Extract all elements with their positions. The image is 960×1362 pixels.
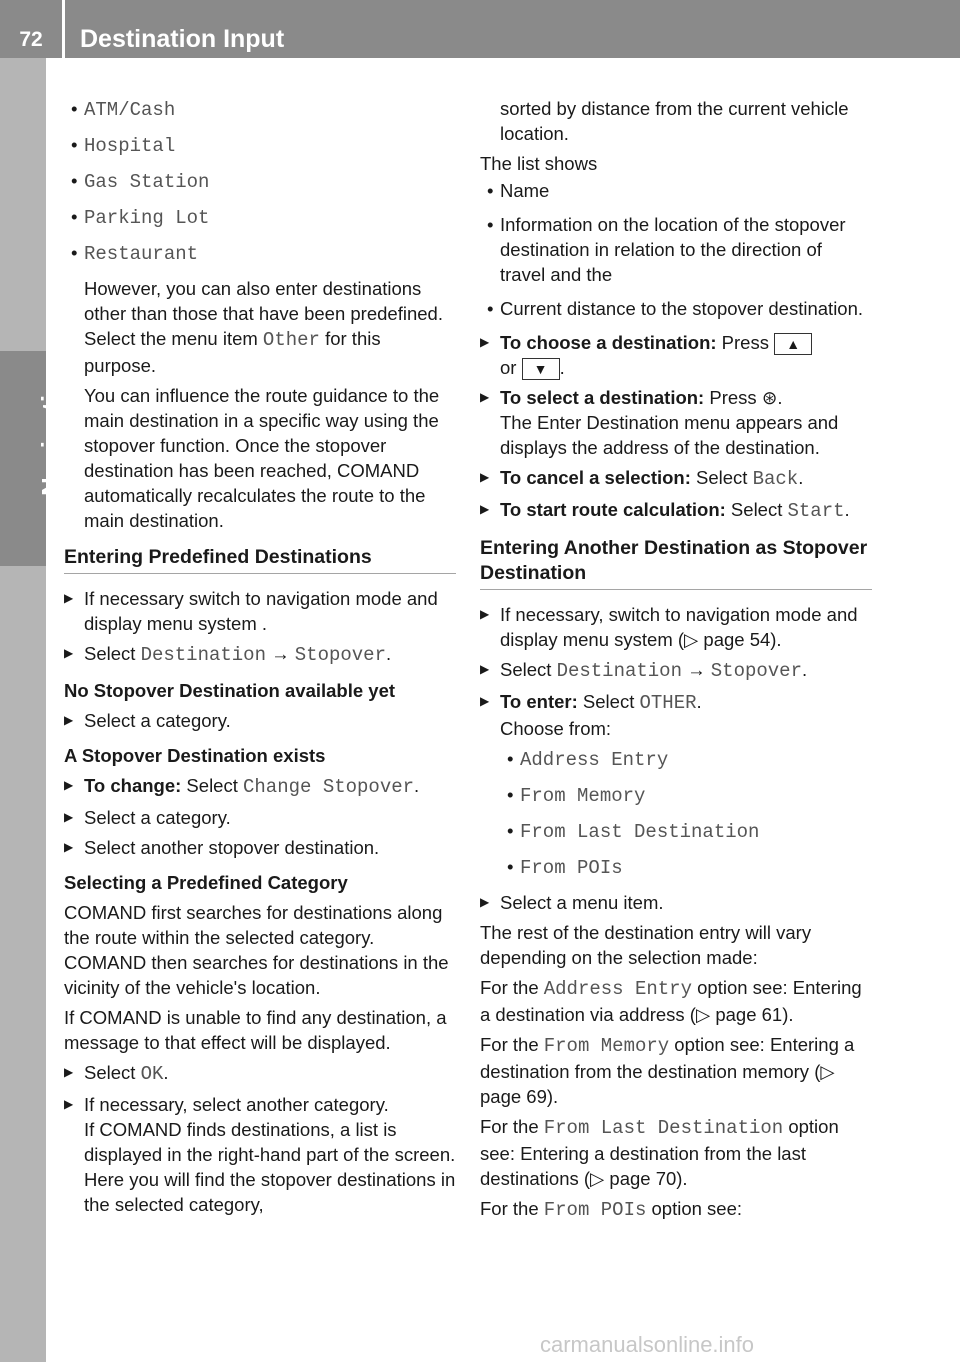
subheading: A Stopover Destination exists [64,745,326,766]
list-item: • Name [480,178,872,203]
section-heading: Entering Another Destination as Stopover Destination [480,536,872,590]
step: ▶ Select a category. [64,708,456,733]
paragraph: For the Address Entry option see: Entering a destination via address (▷ page 61). [480,977,862,1026]
paragraph: For the From Memory option see: Entering a destination from the destination memory (▷ page 69). [480,1034,855,1108]
paragraph: However, you can also enter destinations other than those that have been predefined. Select the menu item Other for this purpose. [84,278,443,376]
step: ▶ Select another stopover destination. [64,835,456,860]
ok-button-icon: ⊛ [761,387,778,409]
option-item: • From POIs [500,854,872,881]
paragraph: The rest of the destination entry will vary depending on the selection made: [480,922,812,969]
paragraph: For the From Last Destination option see: Entering a destination from the last destinations (▷ page 70). [480,1116,839,1190]
list-item: • Current distance to the stopover destination. [480,296,872,321]
step: ▶ To change: Select Change Stopover. [64,773,456,800]
option-item: • Address Entry [500,746,872,773]
paragraph: You can influence the route guidance to the main destination in a specific way using the stopover function. Once the stopover destination has been reached, COMAND automatically recalculates the route to the main destination. [84,385,440,531]
side-tab-label: Navigation [36,363,66,496]
section-heading: Entering Predefined Destinations [64,545,456,574]
right-column [480,96,872,1228]
subheading: Selecting a Predefined Category [64,872,348,893]
up-key-icon: ▲ [774,333,812,355]
option-item: • From Memory [500,782,872,809]
paragraph: If COMAND is unable to find any destination, a message to that effect will be displayed. [64,1007,447,1053]
category-item: • ATM/Cash [64,96,456,123]
down-key-icon: ▼ [522,358,560,380]
list-intro: The list shows [480,153,598,174]
step: ▶ Select Destination → Stopover. [64,641,456,668]
step: ▶ To start route calculation: Select Start. [480,497,872,524]
side-tab-bar [0,58,46,1362]
step: ▶ If necessary, select another category. If COMAND finds destinations, a list is displayed in the right-hand part of the screen. Here you will find the stopover destinations in the selected category, [64,1092,456,1217]
left-column [64,96,456,1222]
paragraph: COMAND first searches for destinations along the route within the selected category. COMAND then searches for destinations in the vicinity of the vehicle's location. [64,902,449,998]
header-separator [62,0,65,58]
watermark: carmanualsonline.info [540,1332,755,1357]
step: ▶ To select a destination: Press ⊛. The Enter Destination menu appears and displays the address of the destination. [480,385,872,460]
page-number: 72 [19,28,43,51]
category-item: • Gas Station [64,168,456,195]
list-item: • Information on the location of the stopover destination in relation to the direction of travel and the [480,212,872,287]
paragraph: For the From POIs option see: [480,1198,743,1222]
category-item: • Restaurant [64,240,456,267]
category-item: • Hospital [64,132,456,159]
step: ▶ Select a menu item. [480,890,872,915]
subheading: No Stopover Destination available yet [64,680,396,701]
step: ▶ Select OK. [64,1060,456,1087]
step: ▶ If necessary switch to navigation mode and display menu system . [64,586,456,636]
step: ▶ To choose a destination: Press ▲ or ▼ . [480,330,872,380]
step: ▶ To enter: Select OTHER. Choose from: [480,689,872,741]
step: ▶ If necessary, switch to navigation mode and display menu system (▷ page 54). [480,602,872,652]
step: ▶ Select a category. [64,805,456,830]
option-item: • From Last Destination [500,818,872,845]
category-item: • Parking Lot [64,204,456,231]
step: ▶ Select Destination → Stopover. [480,657,872,684]
paragraph: sorted by distance from the current vehicle location. [500,98,849,144]
page-title: Destination Input [80,25,285,53]
header-bar [0,0,960,58]
step: ▶ To cancel a selection: Select Back. [480,465,872,492]
